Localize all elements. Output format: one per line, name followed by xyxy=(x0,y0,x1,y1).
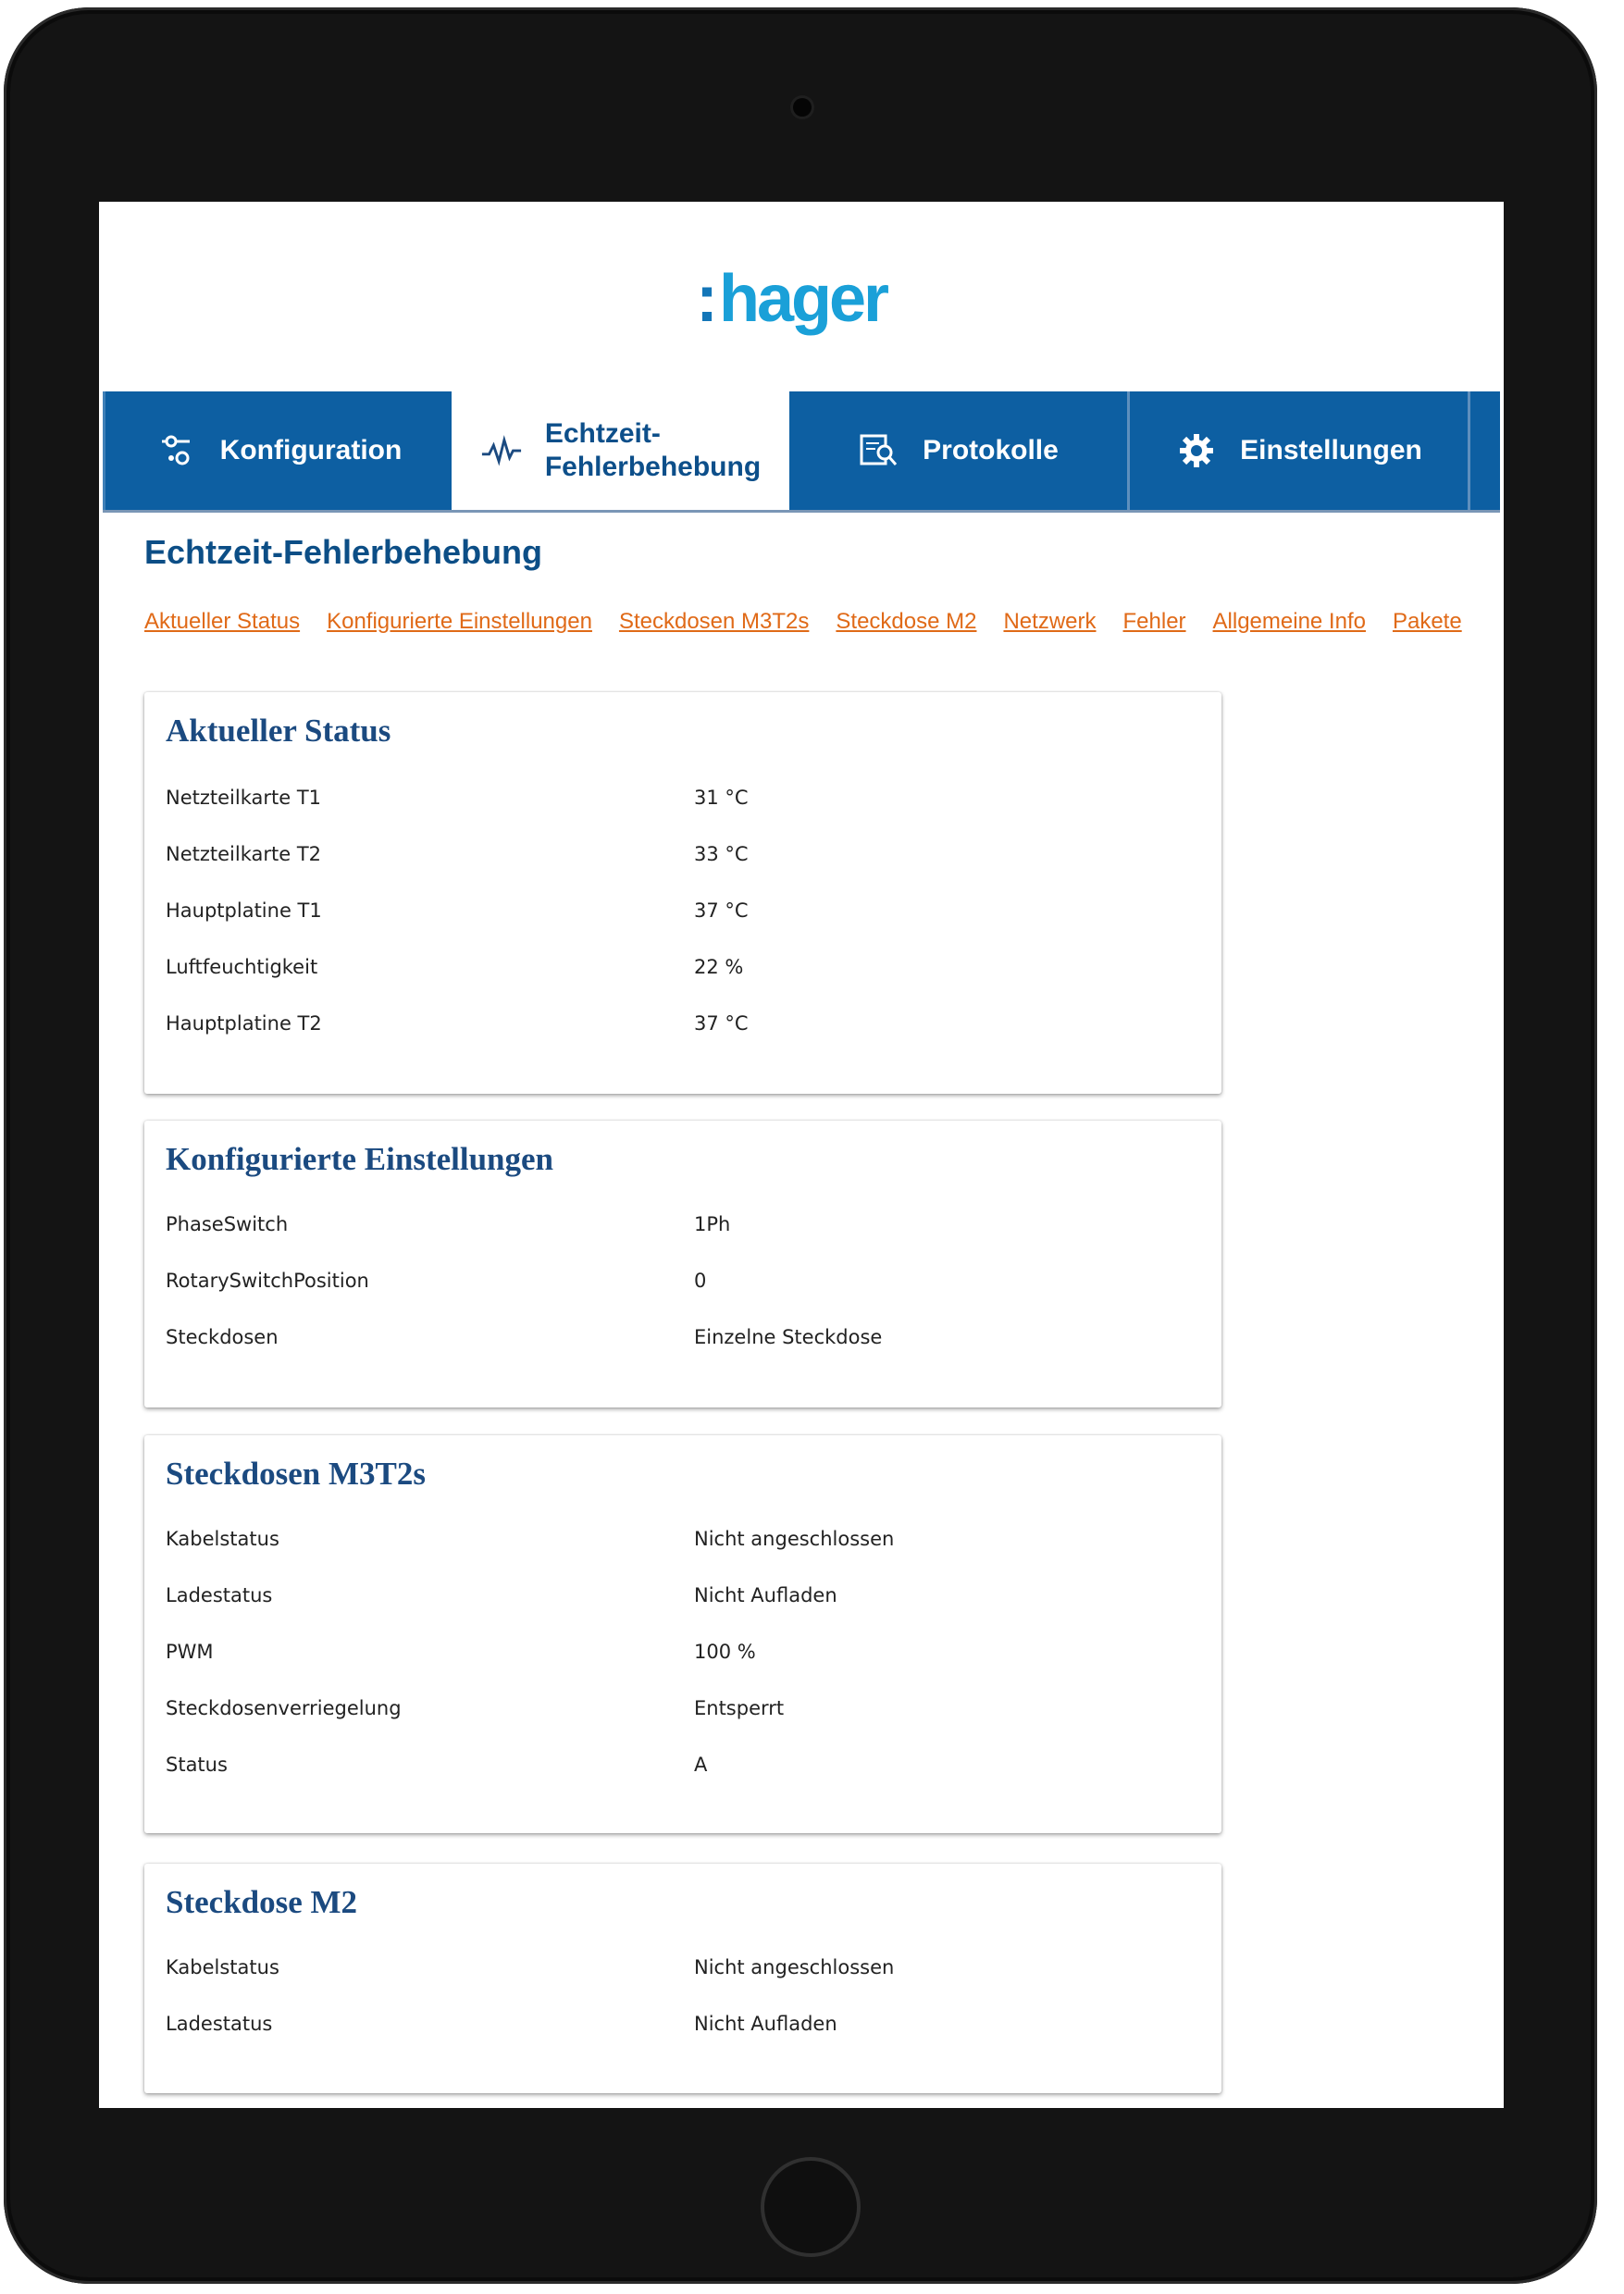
row-key: Ladestatus xyxy=(166,1584,273,1606)
card-title: Aktueller Status xyxy=(166,713,391,749)
link-steckdosen-m3t2s[interactable]: Steckdosen M3T2s xyxy=(618,609,810,634)
screen xyxy=(99,202,1504,2108)
pulse-icon xyxy=(480,429,523,472)
list-item xyxy=(166,1697,1184,1734)
row-value: 1Ph xyxy=(694,1213,731,1235)
tab-label: Konfiguration xyxy=(219,435,403,465)
list-item xyxy=(166,956,1184,993)
row-key: Kabelstatus xyxy=(166,1528,279,1550)
gear-icon xyxy=(1175,429,1218,472)
link-netzwerk[interactable]: Netzwerk xyxy=(1003,609,1097,634)
log-search-icon xyxy=(858,429,900,472)
list-item xyxy=(166,1956,1184,1993)
row-value: Nicht Aufladen xyxy=(694,2013,837,2035)
tab-label: Echtzeit- Fehlerbehebung xyxy=(544,418,762,482)
link-steckdose-m2[interactable]: Steckdose M2 xyxy=(836,609,977,634)
tab-einstellungen[interactable] xyxy=(1130,391,1470,510)
list-item xyxy=(166,1012,1184,1049)
list-item xyxy=(166,1326,1184,1363)
row-value: Entsperrt xyxy=(694,1697,785,1719)
row-value: A xyxy=(694,1754,708,1776)
row-key: Netzteilkarte T1 xyxy=(166,787,322,809)
wrench-settings-icon xyxy=(155,429,198,472)
tablet-frame xyxy=(4,7,1597,2284)
row-key: RotarySwitchPosition xyxy=(166,1270,369,1292)
row-value: 100 % xyxy=(694,1641,756,1663)
link-pakete[interactable]: Pakete xyxy=(1392,609,1462,634)
card-title: Konfigurierte Einstellungen xyxy=(166,1141,554,1177)
row-value: Nicht Aufladen xyxy=(694,1584,837,1606)
hager-logo: :hager xyxy=(696,262,887,336)
row-value: 37 °C xyxy=(694,1012,749,1035)
tab-label: Einstellungen xyxy=(1240,435,1422,465)
list-item xyxy=(166,2013,1184,2050)
row-value: Nicht angeschlossen xyxy=(694,1956,895,1978)
list-item xyxy=(166,1584,1184,1621)
list-item xyxy=(166,843,1184,880)
row-value: 37 °C xyxy=(694,899,749,922)
row-value: 22 % xyxy=(694,956,744,978)
row-key: Status xyxy=(166,1754,228,1776)
list-item xyxy=(166,1528,1184,1565)
list-item xyxy=(166,787,1184,824)
tab-label: Protokolle xyxy=(923,435,1059,465)
page-title: Echtzeit-Fehlerbehebung xyxy=(144,533,543,571)
row-key: Luftfeuchtigkeit xyxy=(166,956,318,978)
list-item xyxy=(166,899,1184,936)
row-key: Steckdosen xyxy=(166,1326,279,1348)
anchor-links xyxy=(144,609,1489,635)
tab-konfiguration[interactable] xyxy=(103,391,452,510)
card-steckdosen-m3t2s xyxy=(144,1435,1221,1833)
row-key: Hauptplatine T2 xyxy=(166,1012,322,1035)
row-value: 31 °C xyxy=(694,787,749,809)
link-allgemeine-info[interactable]: Allgemeine Info xyxy=(1212,609,1366,634)
list-item xyxy=(166,1270,1184,1307)
row-value: Einzelne Steckdose xyxy=(694,1326,883,1348)
row-value: Nicht angeschlossen xyxy=(694,1528,895,1550)
list-item xyxy=(166,1641,1184,1678)
tab-protokolle[interactable] xyxy=(789,391,1130,510)
home-button[interactable] xyxy=(761,2157,861,2257)
card-steckdose-m2 xyxy=(144,1864,1221,2093)
row-key: PhaseSwitch xyxy=(166,1213,289,1235)
list-item xyxy=(166,1754,1184,1791)
row-key: Kabelstatus xyxy=(166,1956,279,1978)
row-key: PWM xyxy=(166,1641,214,1663)
link-fehler[interactable]: Fehler xyxy=(1122,609,1186,634)
row-value: 33 °C xyxy=(694,843,749,865)
link-konfigurierte-einstellungen[interactable]: Konfigurierte Einstellungen xyxy=(327,609,592,634)
list-item xyxy=(166,1213,1184,1250)
row-value: 0 xyxy=(694,1270,707,1292)
card-konfigurierte-einstellungen xyxy=(144,1121,1221,1407)
row-key: Hauptplatine T1 xyxy=(166,899,322,922)
row-key: Ladestatus xyxy=(166,2013,273,2035)
link-aktueller-status[interactable]: Aktueller Status xyxy=(144,609,301,634)
tab-echtzeit-fehlerbehebung[interactable] xyxy=(452,391,789,510)
card-title: Steckdose M2 xyxy=(166,1884,358,1920)
card-aktueller-status xyxy=(144,692,1221,1094)
main-nav xyxy=(103,391,1500,513)
row-key: Netzteilkarte T2 xyxy=(166,843,322,865)
camera-icon xyxy=(793,98,812,117)
card-title: Steckdosen M3T2s xyxy=(166,1456,426,1492)
row-key: Steckdosenverriegelung xyxy=(166,1697,402,1719)
